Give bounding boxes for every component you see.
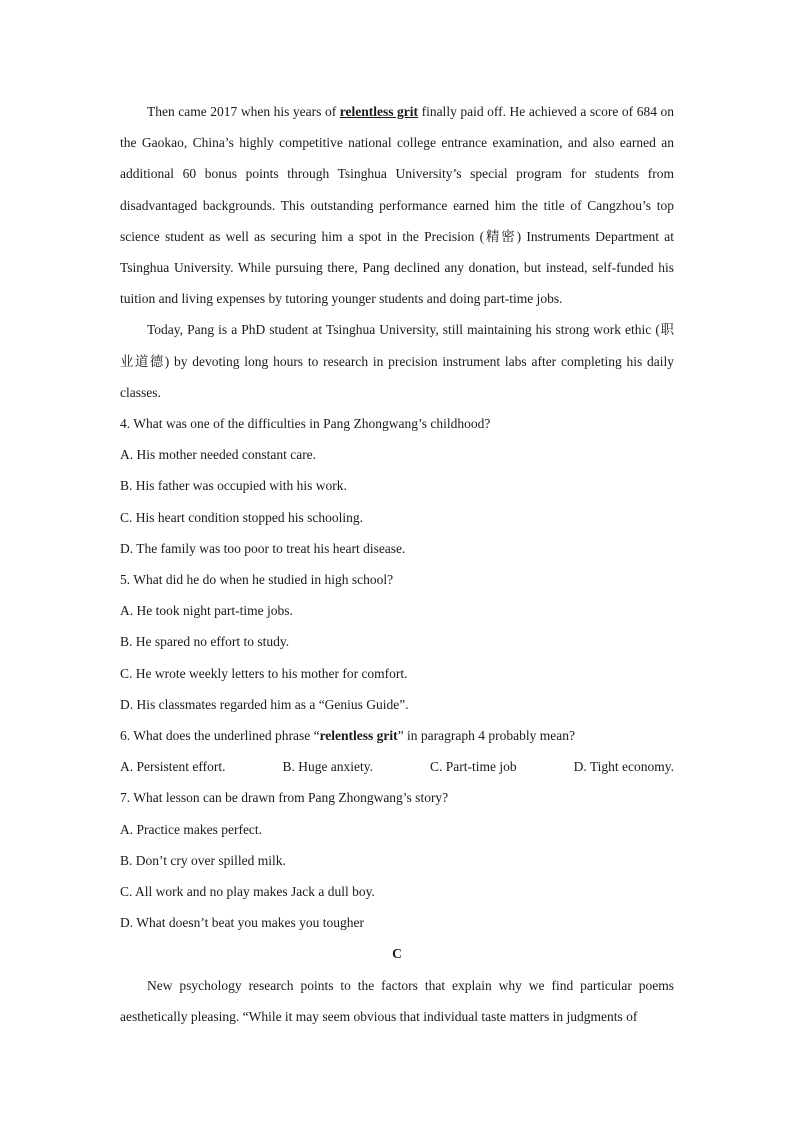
question-6: [120, 720, 674, 782]
option-d: D. What doesn’t beat you makes you tougher: [120, 915, 364, 931]
paragraph-phd: Today, Pang is a PhD student at Tsinghua University, still maintaining his strong work ethic (职业道德) by devoting long hours to research in precision instrument labs after completing his daily classes.: [120, 322, 674, 400]
question-stem: 5. What did he do when he studied in high school?: [120, 572, 394, 588]
option-a: A. Practice makes perfect.: [120, 821, 263, 837]
option-c: C. Part-time job: [430, 759, 517, 775]
option-d: D. The family was too poor to treat his heart disease.: [120, 540, 406, 556]
options-row: [120, 751, 674, 782]
option-c: C. His heart condition stopped his schooling.: [120, 509, 363, 525]
question-stem: [120, 720, 674, 751]
document-page: [120, 96, 674, 1032]
question-7: [120, 782, 674, 938]
stem-bold-phrase: relentless grit: [319, 728, 398, 744]
question-5: [120, 564, 674, 720]
option-a: A. He took night part-time jobs.: [120, 603, 293, 619]
paragraph-relentless-grit: [120, 96, 674, 314]
paragraph-section-c: New psychology research points to the factors that explain why we find particular poems aesthetically pleasing. “While it may seem obvious that individual taste matters in judgments of: [120, 977, 674, 1024]
section-title: C: [392, 946, 402, 962]
question-stem: 4. What was one of the difficulties in Pang Zhongwang’s childhood?: [120, 416, 491, 432]
stem-text: ” in paragraph 4 probably mean?: [397, 728, 575, 744]
option-a: A. His mother needed constant care.: [120, 447, 317, 463]
paragraph-text: Then came 2017 when his years of: [147, 104, 340, 119]
option-d: D. Tight economy.: [573, 759, 674, 775]
option-b: B. Don’t cry over spilled milk.: [120, 852, 286, 868]
stem-text: 6. What does the underlined phrase “: [120, 728, 320, 744]
option-b: B. His father was occupied with his work.: [120, 478, 347, 494]
question-stem: 7. What lesson can be drawn from Pang Zhongwang’s story?: [120, 790, 449, 806]
option-d: D. His classmates regarded him as a “Genius Guide”.: [120, 696, 409, 712]
option-b: B. Huge anxiety.: [282, 759, 374, 775]
paragraph-text: finally paid off. He achieved a score of 684 on the Gaokao, China’s highly competitive national college entrance examination, and also earned an additional 60 bonus points through Tsinghua University’s special program for students from disadvantaged backgrounds. This outstanding performance earned him the title of Cangzhou’s top science student as well as securing him a spot in the Precision (精密) Instruments Department at Tsinghua University. While pursuing there, Pang declined any donation, but instead, self-funded his tuition and living expenses by tutoring younger students and doing part-time jobs.: [120, 104, 674, 307]
underlined-phrase: relentless grit: [339, 104, 419, 119]
option-a: A. Persistent effort.: [120, 759, 226, 775]
option-b: B. He spared no effort to study.: [120, 634, 290, 650]
question-4: [120, 408, 674, 564]
option-c: C. All work and no play makes Jack a dull boy.: [120, 884, 375, 900]
option-c: C. He wrote weekly letters to his mother for comfort.: [120, 665, 408, 681]
